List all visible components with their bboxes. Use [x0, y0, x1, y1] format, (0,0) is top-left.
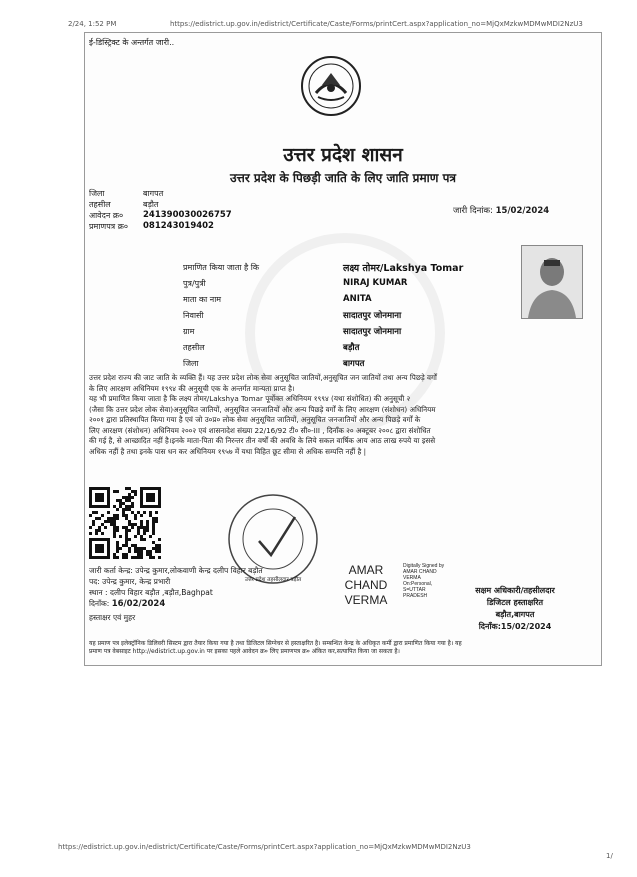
- body-line: लिए आरक्षण (संशोधन) अधिनियम २००२ एवं शासनादेश संख्या 22/16/92 टी० सी०-III , दिनाँक २० अक्टूबर २००८ द्वारा संशोधित: [89, 425, 431, 435]
- up-emblem-icon: [300, 55, 362, 117]
- detail-row: तहसील बड़ौत: [183, 342, 360, 353]
- body-line: के लिए आरक्षण अधिनियम १९९४ की अनुसूची एक के अन्तर्गत मान्यता प्राप्त है।: [89, 383, 295, 393]
- print-datetime: 2/24, 1:52 PM: [68, 20, 117, 28]
- applicant-photo: [521, 245, 583, 319]
- page-footer-url: https://edistrict.up.gov.in/edistrict/Certificate/Caste/Forms/printCert.aspx?application_no=MjQxMzkwMDMwMDI2NzU3: [58, 843, 471, 851]
- meta-block: [89, 188, 389, 232]
- body-line: उत्तर प्रदेश राज्य की जाट जाति के व्यक्ति हैं। यह उत्तर प्रदेश लोक सेवा अनुसूचित जातियों,अनुसूचित जन जातियों तथा अन्य पिछड़े वर्गों: [89, 373, 437, 382]
- detail-row: माता का नाम ANITA: [183, 294, 372, 304]
- print-url: https://edistrict.up.gov.in/edistrict/Certificate/Caste/Forms/printCert.aspx?application_no=MjQxMzkwMDMwMDI2NzU3: [170, 20, 583, 28]
- body-line: २००१ द्वारा प्रतिस्थापित किया गया है एवं जो उ०प्र० लोक सेवा अनुसूचित जातियों, अनुसूचित जनजातियों और अन्य पिछड़े वर्गों के: [89, 415, 421, 424]
- footer-note: यह प्रमाण पत्र इलेक्ट्रॉनिक डिलिवरी सिस्टम द्वारा तैयार किया गया है तथा डिजिटल सिग्नेचर से हस्ताक्षरित है। सम्बन्धित केन्द्र के अधिकृत कर्मी द्वारा प्रमाणित किया गया है। यह प्रमाण पत्र वेबसाइट http://edistrict.up.gov.in पर इसका पहले आवेदन क्र० लिए प्रमाणपत्र क्र० अंकित कर,सत्यापित किया जा सकता है।: [89, 640, 462, 655]
- detail-row: निवासी सादातपुर जोनमाना: [183, 310, 402, 321]
- certificate-document: [84, 32, 602, 666]
- issue-date: जारी दिनांक: 15/02/2024: [453, 206, 550, 216]
- page-number: 1/: [606, 852, 613, 860]
- top-note: ई-डिस्ट्रिक्ट के अन्तर्गत जारी..: [89, 38, 175, 47]
- detail-row: प्रमाणित किया जाता है कि लक्ष्य तोमर/Lakshya Tomar: [183, 262, 464, 274]
- body-line: अधिक नहीं है तथा इनके पास धन कर अधिनियम १९५७ में यथा विहित छूट सीमा से अधिक सम्पत्ति नहीं है |: [89, 446, 366, 456]
- issuer-block: जारी कर्ता केन्द्र: उपेन्द्र कुमार,लोकवाणी केन्द्र दलीप विहार बड़ौत पद: उपेन्द्र कुमार, केन्द्र प्रभारी स्थान : दलीप विहार बड़ौत ,बड़ौत,Baghpat दिनाँक: 16/02/2024 हस्ताक्षर एवं मुहर: [89, 565, 349, 623]
- doc-subtitle: उत्तर प्रदेश के पिछड़ी जाति के लिए जाति प्रमाण पत्र: [229, 171, 457, 185]
- digital-signature-name: AMAR CHAND VERMA: [344, 563, 388, 607]
- digital-signature-detail: Digitally Signed by AMAR CHAND VERMA On:Personal, S=UTTAR PRADESH: [403, 563, 445, 599]
- meta-row: प्रमाणपत्र क्र० 081243019402: [89, 221, 214, 231]
- detail-row: जिला बागपत: [183, 358, 365, 369]
- issuer-line: स्थान : दलीप विहार बड़ौत ,बड़ौत,Baghpat: [89, 588, 213, 597]
- issuer-line: पद: उपेन्द्र कुमार, केन्द्र प्रभारी: [89, 577, 171, 586]
- officer-block: सक्षम अधिकारी/तहसीलदार डिजिटल हस्ताक्षरित बड़ौत,बागपत दिनाँक:15/02/2024: [475, 586, 555, 631]
- issuer-line: जारी कर्ता केन्द्र: उपेन्द्र कुमार,लोकवाणी केन्द्र दलीप विहार बड़ौत: [89, 566, 263, 575]
- body-line: (जैसा कि उत्तर प्रदेश लोक सेवा)अनुसूचित जातियों, अनुसूचित जनजातियों और अन्य पिछड़े वर्गों के लिए आरक्षण (संशोधन) अधिनियम: [89, 404, 436, 414]
- detail-row: पुत्र/पुत्री NIRAJ KUMAR: [183, 278, 408, 288]
- tehsil-seal: उत्तर प्रदेश तहसीलदार बड़ौत: [225, 491, 321, 587]
- detail-row: ग्राम सादातपुर जोनमाना: [183, 326, 402, 337]
- meta-row: तहसील बड़ौत: [89, 200, 159, 209]
- qr-code: [89, 487, 161, 559]
- body-line: यह भी प्रमाणित किया जाता है कि लक्ष्य तोमर/Lakshya Tomar पूर्वोक्त अधिनियम १९९४ (यथा संशोधित) की अनुसूची २: [89, 394, 411, 403]
- meta-row: जिला बागपत: [89, 189, 164, 198]
- sign-seal-label: हस्ताक्षर एवं मुहर: [89, 613, 136, 622]
- meta-row: आवेदन क्र० 241390030026757: [89, 210, 232, 220]
- certificate-body: [89, 373, 597, 457]
- details-block: [183, 259, 503, 371]
- doc-title: उत्तर प्रदेश शासन: [283, 144, 403, 166]
- body-line: की गई है, से आच्छादित नहीं है।इनके माता-पिता की निरन्तर तीन वर्षों की अवधि के लिये सकल वार्षिक आय आठ लाख रुपये या इससे: [89, 436, 436, 445]
